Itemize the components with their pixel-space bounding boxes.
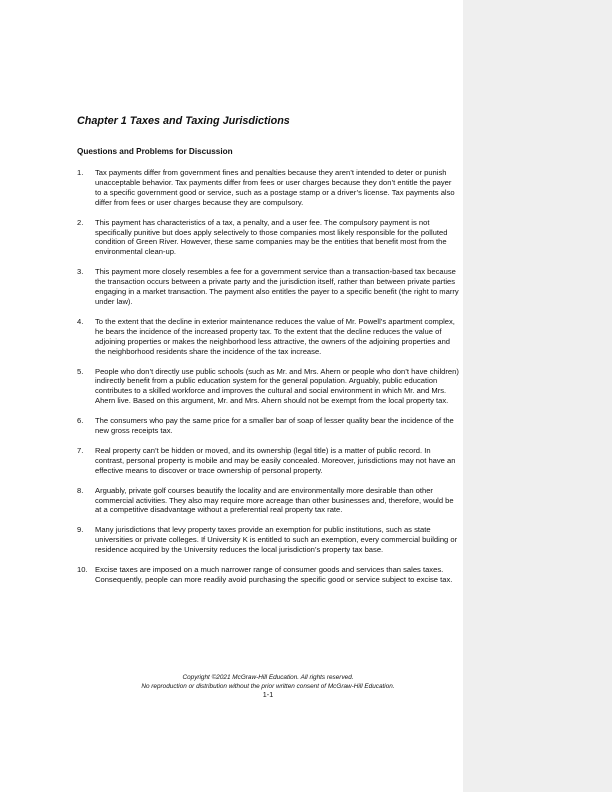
- item-number: 7.: [77, 445, 84, 455]
- item-text: Many jurisdictions that levy property taxes provide an exemption for public institutions, such as state universities or private colleges. If University K is entitled to such an exemption, every commercial building or residence acquired by the University reduces the local jurisdiction’s property tax base.: [95, 525, 458, 555]
- item-number: 9.: [77, 525, 84, 535]
- item-text: Tax payments differ from government fines and penalties because they aren’t intended to deter or punish unacceptable behavior. Tax payments differ from fees or user charges because they don’t entitle the payer to a specific government good or service, such as a postage stamp or a driver’s license. Tax payments also differ from fees or user charges because they are compulsory.: [95, 168, 455, 207]
- item-text: This payment more closely resembles a fee for a government service than a transaction-based tax because the transaction occurs between a private party and the jurisdiction itself, rather than between private parties engaging in a market transaction. The payment also entitles the payer to a specific benefit (the right to marry under law).: [95, 267, 459, 306]
- item-number: 2.: [77, 217, 84, 227]
- list-item: [77, 565, 459, 585]
- list-item: [77, 416, 459, 436]
- item-number: 5.: [77, 366, 84, 376]
- section-heading: Questions and Problems for Discussion: [77, 147, 233, 156]
- questions-list: [77, 168, 459, 595]
- list-item: [77, 267, 459, 307]
- item-text: Arguably, private golf courses beautify the locality and are environmentally more desirable than other commercial activities. They also may require more acreage than other businesses and, therefore, would be at a competitive disadvantage without a preferential real property tax rate.: [95, 485, 454, 515]
- list-item: [77, 168, 459, 208]
- item-number: 1.: [77, 168, 84, 177]
- list-item: [77, 218, 459, 258]
- item-text: The consumers who pay the same price for a smaller bar of soap of lesser quality bear the incidence of the new gross receipts tax.: [95, 416, 454, 436]
- item-text: People who don’t directly use public schools (such as Mr. and Mrs. Ahern or people who don’t have children) indirectly benefit from a public education system for the general population. Arguably, public education contributes to a skilled workforce and improves the cultural and social environment in which Mr. and Mrs. Ahern live. Based on this argument, Mr. and Mrs. Ahern should not be exempt from the local property tax.: [95, 366, 459, 406]
- list-item: [77, 486, 459, 516]
- copyright-line: Copyright ©2021 McGraw-Hill Education. All rights reserved.: [182, 674, 354, 681]
- list-item: [77, 525, 459, 555]
- item-number: 6.: [77, 416, 84, 426]
- item-text: Excise taxes are imposed on a much narrower range of consumer goods and services than sales taxes. Consequently, people can more readily avoid purchasing the specific good or service subject to excise tax.: [95, 565, 453, 584]
- item-text: This payment has characteristics of a tax, a penalty, and a user fee. The compulsory payment is not specifically punitive but does apply selectively to those companies most likely responsible for the polluted condition of Green River. However, these same companies may be the entities that benefit most from the environmental clean-up.: [95, 217, 448, 257]
- list-item: [77, 317, 459, 357]
- page-footer: [77, 674, 459, 700]
- reproduction-notice: No reproduction or distribution without the prior written consent of McGraw-Hill Education.: [141, 682, 395, 690]
- item-number: 3.: [77, 267, 84, 277]
- item-number: 4.: [77, 316, 84, 326]
- comment-margin-pane: [463, 0, 612, 792]
- item-number: 8.: [77, 485, 84, 495]
- list-item: [77, 367, 459, 407]
- page-number: 1-1: [262, 690, 274, 700]
- item-number: 10.: [77, 565, 88, 575]
- item-text: Real property can’t be hidden or moved, and its ownership (legal title) is a matter of public record. In contrast, personal property is mobile and may be easily concealed. Moreover, jurisdictions may not have an effective means to discover or trace ownership of personal property.: [95, 445, 456, 475]
- item-text: To the extent that the decline in exterior maintenance reduces the value of Mr. Powell’s apartment complex, he bears the incidence of the increased property tax. To the extent that the decline reduces the value of adjoining properties or makes the neighborhood less attractive, the owners of the adjoining properties and the neighborhood residents share the incidence of the tax increase.: [95, 316, 455, 356]
- chapter-title: Chapter 1 Taxes and Taxing Jurisdictions: [77, 115, 290, 127]
- list-item: [77, 446, 459, 476]
